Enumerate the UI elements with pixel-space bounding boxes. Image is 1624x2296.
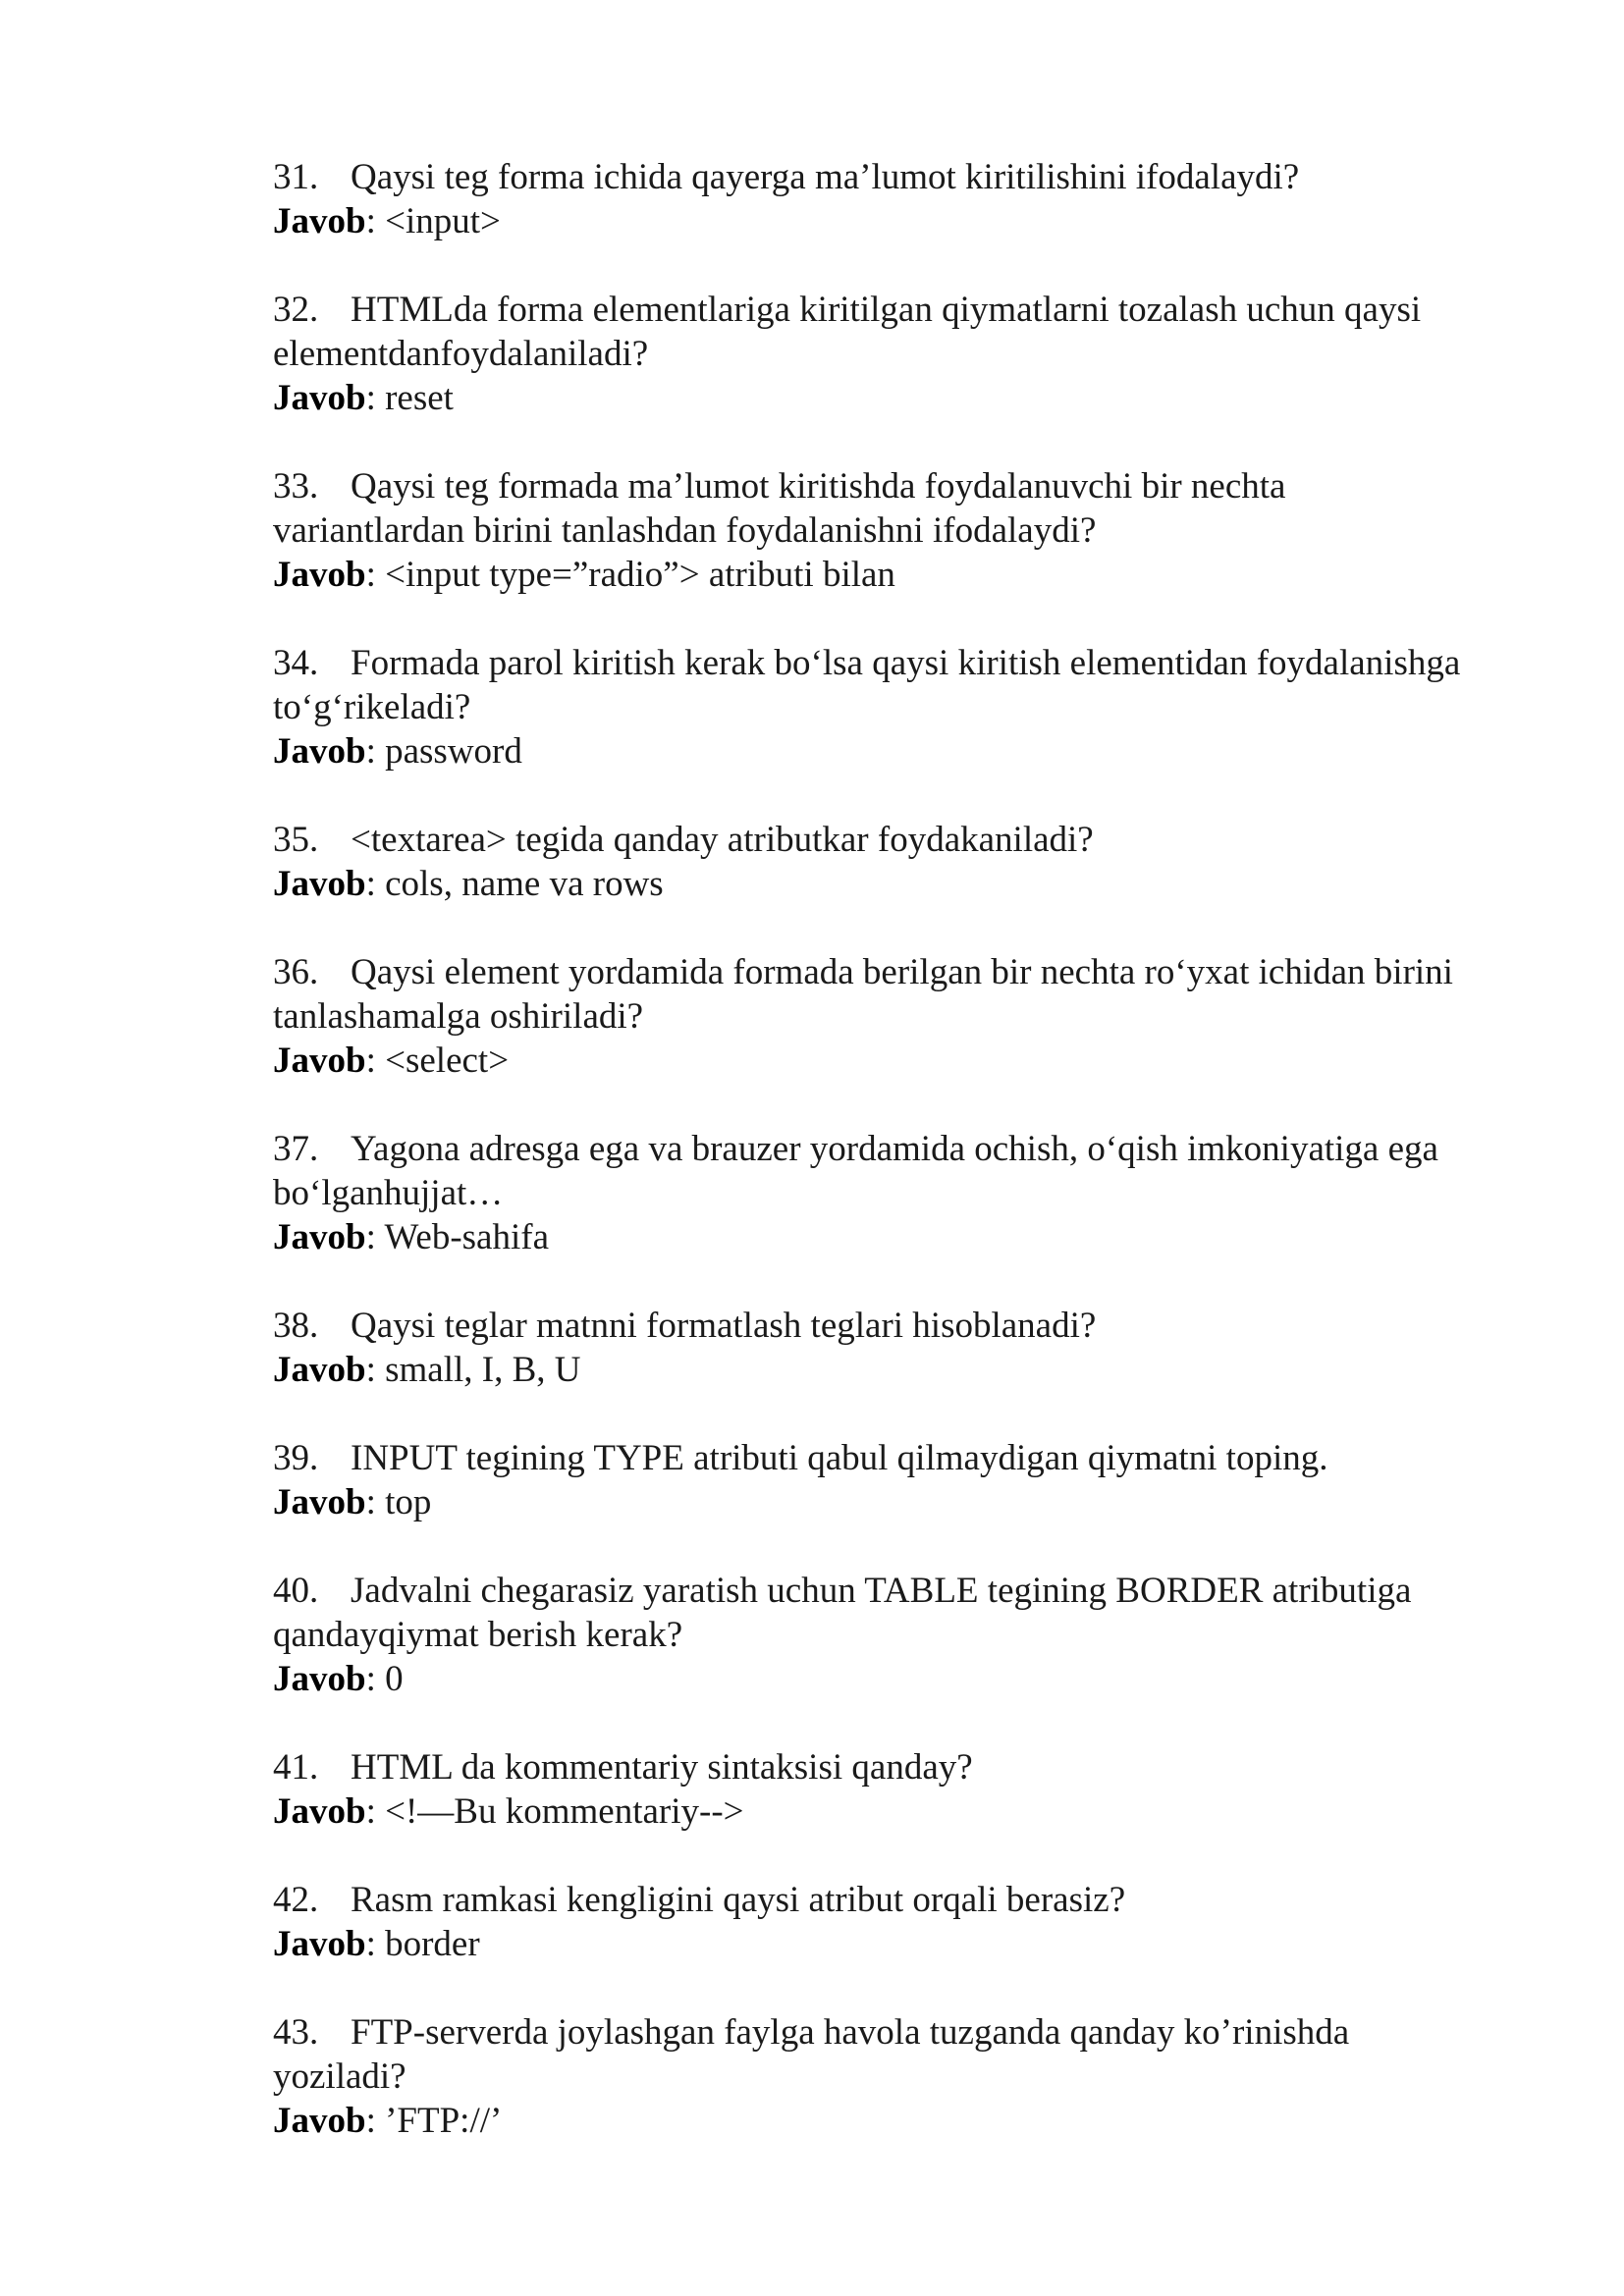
question-item bbox=[273, 818, 1540, 906]
answer-label: Javob bbox=[273, 731, 366, 772]
answer-separator: : bbox=[365, 1217, 385, 1257]
question-item bbox=[273, 1569, 1540, 1701]
question-number: 41. bbox=[273, 1747, 319, 1788]
answer-text: <select> bbox=[385, 1041, 510, 1081]
question-item bbox=[273, 1878, 1540, 1966]
answer-separator: : bbox=[365, 555, 386, 595]
question-line bbox=[273, 1436, 1540, 1480]
question-text: elementdanfoydalaniladi? bbox=[273, 334, 649, 374]
answer-text: cols, name va rows bbox=[385, 864, 664, 904]
answer-text: border bbox=[385, 1924, 480, 1964]
answer-separator: : bbox=[365, 2101, 386, 2141]
answer-label: Javob bbox=[273, 1350, 366, 1390]
question-text: yoziladi? bbox=[273, 2056, 406, 2097]
question-item bbox=[273, 288, 1540, 420]
question-item bbox=[273, 464, 1540, 597]
question-number: 34. bbox=[273, 643, 319, 683]
question-line bbox=[273, 1127, 1540, 1171]
question-line bbox=[273, 288, 1540, 332]
answer-label: Javob bbox=[273, 1482, 366, 1522]
question-text: Yagona adresga ega va brauzer yordamida ochish, o‘qish imkoniyatiga ega bbox=[351, 1129, 1438, 1169]
question-text: INPUT tegining TYPE atributi qabul qilmaydigan qiymatni toping. bbox=[351, 1438, 1328, 1478]
question-line bbox=[273, 1745, 1540, 1789]
answer-line bbox=[273, 376, 1540, 420]
question-text: tanlashamalga oshiriladi? bbox=[273, 996, 644, 1037]
question-number: 42. bbox=[273, 1880, 319, 1920]
question-text: FTP-serverda joylashgan faylga havola tuzganda qanday ko’rinishda bbox=[351, 2012, 1350, 2053]
question-number: 40. bbox=[273, 1571, 319, 1611]
question-text: HTMLda forma elementlariga kiritilgan qiymatlarni tozalash uchun qaysi bbox=[351, 290, 1422, 330]
question-line bbox=[273, 1613, 1540, 1657]
answer-label: Javob bbox=[273, 1041, 366, 1081]
answer-label: Javob bbox=[273, 1791, 366, 1832]
question-item bbox=[273, 1745, 1540, 1834]
answer-separator: : bbox=[365, 201, 386, 241]
question-text: to‘g‘rikeladi? bbox=[273, 687, 471, 727]
question-line bbox=[273, 2055, 1540, 2099]
answer-line bbox=[273, 1348, 1540, 1392]
answer-text: top bbox=[385, 1482, 432, 1522]
question-line bbox=[273, 508, 1540, 553]
answer-separator: : bbox=[365, 731, 386, 772]
answer-line bbox=[273, 1480, 1540, 1524]
answer-text: password bbox=[385, 731, 522, 772]
answer-text: <input type=”radio”> atributi bilan bbox=[385, 555, 895, 595]
question-text: <textarea> tegida qanday atributkar foydakaniladi? bbox=[351, 820, 1094, 860]
question-number: 31. bbox=[273, 157, 319, 197]
question-line bbox=[273, 1304, 1540, 1348]
question-line bbox=[273, 332, 1540, 376]
question-line bbox=[273, 1569, 1540, 1613]
question-line bbox=[273, 641, 1540, 685]
question-text: Qaysi teg forma ichida qayerga ma’lumot kiritilishini ifodalaydi? bbox=[351, 157, 1300, 197]
question-line bbox=[273, 950, 1540, 994]
question-text: variantlardan birini tanlashdan foydalanishni ifodalaydi? bbox=[273, 510, 1097, 551]
answer-separator: : bbox=[365, 1659, 386, 1699]
answer-label: Javob bbox=[273, 1924, 366, 1964]
answer-text: <input> bbox=[385, 201, 501, 241]
answer-line bbox=[273, 1789, 1540, 1834]
answer-line bbox=[273, 553, 1540, 597]
question-text: Jadvalni chegarasiz yaratish uchun TABLE tegining BORDER atributiga bbox=[351, 1571, 1412, 1611]
answer-line bbox=[273, 1039, 1540, 1083]
answer-separator: : bbox=[365, 378, 386, 418]
answer-label: Javob bbox=[273, 201, 366, 241]
question-text: Qaysi teg formada ma’lumot kiritishda foydalanuvchi bir nechta bbox=[351, 466, 1286, 507]
answer-line bbox=[273, 862, 1540, 906]
question-item bbox=[273, 641, 1540, 774]
question-number: 37. bbox=[273, 1129, 319, 1169]
answer-label: Javob bbox=[273, 555, 366, 595]
answer-separator: : bbox=[365, 1482, 386, 1522]
question-line bbox=[273, 155, 1540, 199]
question-number: 39. bbox=[273, 1438, 319, 1478]
question-line bbox=[273, 1171, 1540, 1215]
question-line bbox=[273, 1878, 1540, 1922]
question-line bbox=[273, 464, 1540, 508]
question-text: qandayqiymat berish kerak? bbox=[273, 1615, 683, 1655]
answer-separator: : bbox=[365, 1350, 386, 1390]
answer-label: Javob bbox=[273, 2101, 366, 2141]
answer-line bbox=[273, 2099, 1540, 2143]
answer-separator: : bbox=[365, 864, 386, 904]
answer-text: small, I, B, U bbox=[385, 1350, 581, 1390]
question-item bbox=[273, 155, 1540, 243]
question-item bbox=[273, 1436, 1540, 1524]
answer-line bbox=[273, 1922, 1540, 1966]
qa-list bbox=[273, 155, 1540, 2187]
question-text: Formada parol kiritish kerak bo‘lsa qaysi kiritish elementidan foydalanishga bbox=[351, 643, 1461, 683]
answer-line bbox=[273, 1215, 1540, 1259]
answer-text: Web-sahifa bbox=[384, 1217, 550, 1257]
question-text: Qaysi teglar matnni formatlash teglari hisoblanadi? bbox=[351, 1306, 1097, 1346]
question-item bbox=[273, 2010, 1540, 2143]
question-number: 36. bbox=[273, 952, 319, 992]
question-number: 32. bbox=[273, 290, 319, 330]
question-line bbox=[273, 685, 1540, 729]
answer-text: 0 bbox=[385, 1659, 404, 1699]
answer-label: Javob bbox=[273, 864, 366, 904]
question-item bbox=[273, 950, 1540, 1083]
question-text: HTML da kommentariy sintaksisi qanday? bbox=[351, 1747, 973, 1788]
question-line bbox=[273, 994, 1540, 1039]
question-number: 33. bbox=[273, 466, 319, 507]
question-number: 38. bbox=[273, 1306, 319, 1346]
answer-text: reset bbox=[385, 378, 454, 418]
answer-label: Javob bbox=[273, 1217, 366, 1257]
answer-line bbox=[273, 729, 1540, 774]
question-number: 43. bbox=[273, 2012, 319, 2053]
answer-separator: : bbox=[365, 1791, 386, 1832]
answer-label: Javob bbox=[273, 378, 366, 418]
question-text: bo‘lganhujjat… bbox=[273, 1173, 504, 1213]
answer-line bbox=[273, 199, 1540, 243]
question-text: Qaysi element yordamida formada berilgan bir nechta ro‘yxat ichidan birini bbox=[351, 952, 1453, 992]
question-item bbox=[273, 1127, 1540, 1259]
answer-line bbox=[273, 1657, 1540, 1701]
question-line bbox=[273, 818, 1540, 862]
question-text: Rasm ramkasi kengligini qaysi atribut orqali berasiz? bbox=[351, 1880, 1126, 1920]
answer-label: Javob bbox=[273, 1659, 366, 1699]
question-line bbox=[273, 2010, 1540, 2055]
answer-text: <!—Bu kommentariy--> bbox=[385, 1791, 744, 1832]
answer-separator: : bbox=[365, 1041, 386, 1081]
answer-separator: : bbox=[365, 1924, 386, 1964]
question-item bbox=[273, 1304, 1540, 1392]
answer-text: ’FTP://’ bbox=[385, 2101, 503, 2141]
question-number: 35. bbox=[273, 820, 319, 860]
